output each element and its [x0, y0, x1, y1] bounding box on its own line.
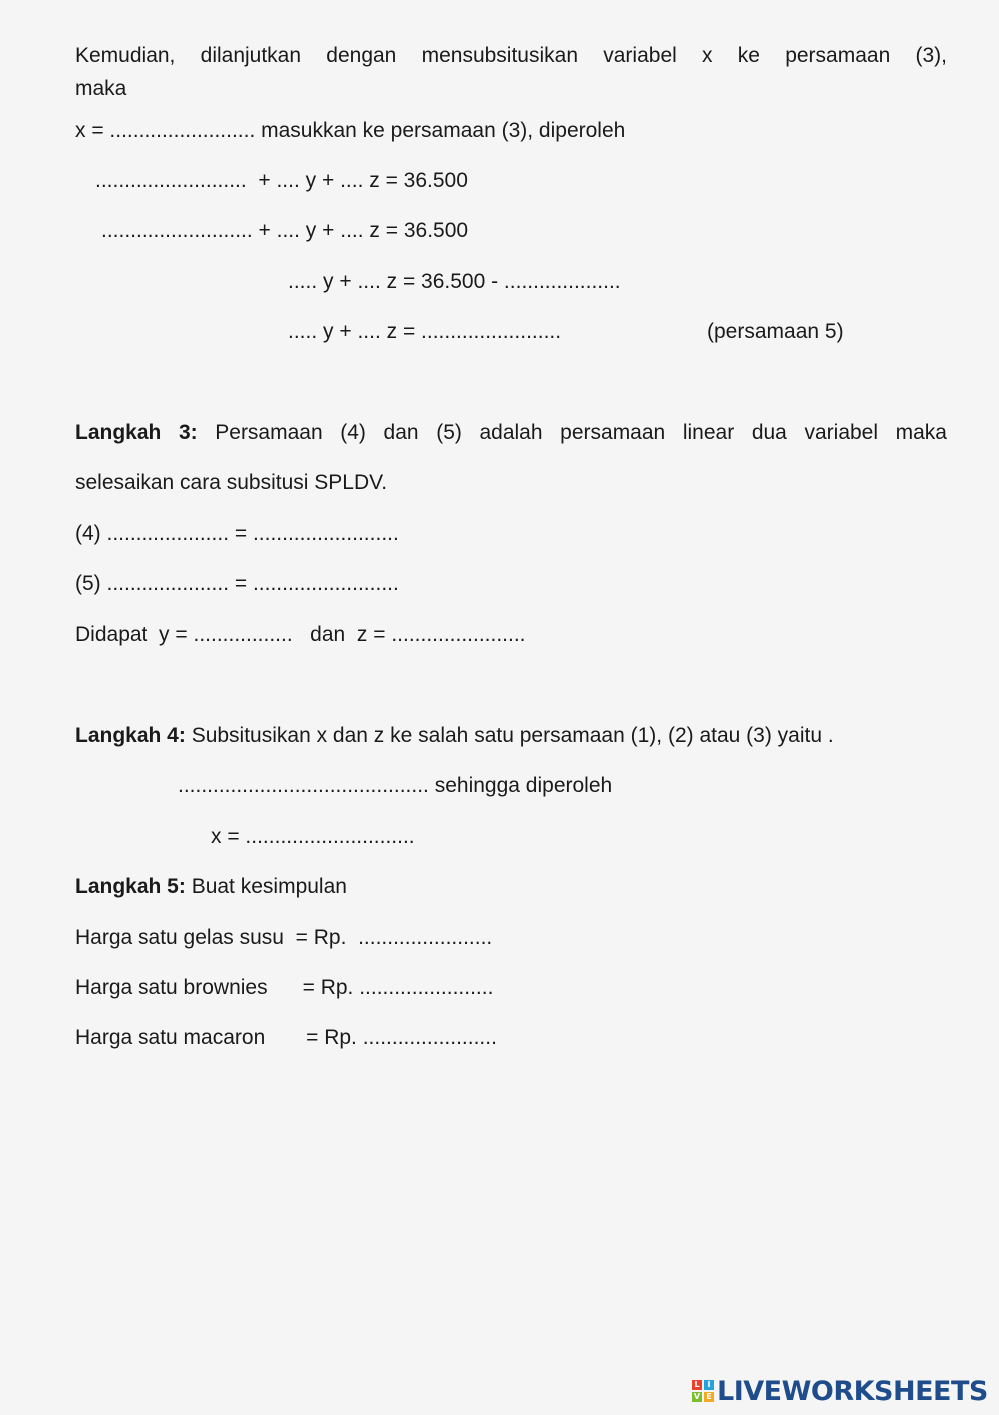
- intro-line-1: Kemudian, dilanjutkan dengan mensubsitusikan variabel x ke persamaan (3),: [75, 44, 947, 67]
- liveworksheets-logo-icon: [692, 1380, 714, 1402]
- step5-heading: Langkah 5:: [75, 875, 186, 898]
- equation-line-a: .......................... + .... y + .... z = 36.500: [95, 169, 468, 192]
- step4-line-2: ........................................... sehingga diperoleh: [178, 774, 613, 797]
- price-row-milk: Harga satu gelas susu = Rp. .......................: [75, 926, 493, 949]
- logo-tile-v: V: [693, 1392, 701, 1401]
- price-row-brownies: Harga satu brownies = Rp. .......................: [75, 976, 494, 999]
- step4-line-3: x = .............................: [211, 825, 415, 848]
- price-row-macaron: Harga satu macaron = Rp. .......................: [75, 1026, 497, 1049]
- step3-result: Didapat y = ................. dan z = .......................: [75, 623, 526, 646]
- step3-line-1: [75, 422, 947, 443]
- step3-text: Persamaan (4) dan (5) adalah persamaan linear dua variabel maka: [197, 421, 947, 444]
- step4-heading: Langkah 4:: [75, 724, 186, 747]
- liveworksheets-logo-text: LIVEWORKSHEETS: [717, 1375, 988, 1407]
- equation-line-b: .......................... + .... y + .... z = 36.500: [101, 219, 469, 242]
- equation-5-blank: (5) ..................... = .........................: [75, 572, 399, 595]
- x-substitution-line: x = ......................... masukkan ke persamaan (3), diperoleh: [75, 119, 626, 142]
- logo-tile-e: E: [704, 1392, 714, 1402]
- step4-line-1: [75, 725, 834, 746]
- step5-line-1: [75, 876, 347, 897]
- equation-line-d: ..... y + .... z = ........................: [288, 320, 562, 343]
- logo-tile-l: L: [692, 1380, 702, 1390]
- intro-line-2: maka: [75, 77, 127, 100]
- equation-line-c: ..... y + .... z = 36.500 - ....................: [288, 270, 621, 293]
- step3-heading: Langkah 3:: [75, 421, 198, 444]
- step4-text: Subsitusikan x dan z ke salah satu persamaan (1), (2) atau (3) yaitu .: [185, 724, 834, 747]
- step3-line-2: selesaikan cara subsitusi SPLDV.: [75, 471, 388, 494]
- logo-tile-i: I: [704, 1380, 714, 1390]
- liveworksheets-logo: [692, 1376, 988, 1406]
- equation-5-label: (persamaan 5): [707, 320, 844, 343]
- equation-4-blank: (4) ..................... = .........................: [75, 522, 399, 545]
- step5-text: Buat kesimpulan: [185, 875, 347, 898]
